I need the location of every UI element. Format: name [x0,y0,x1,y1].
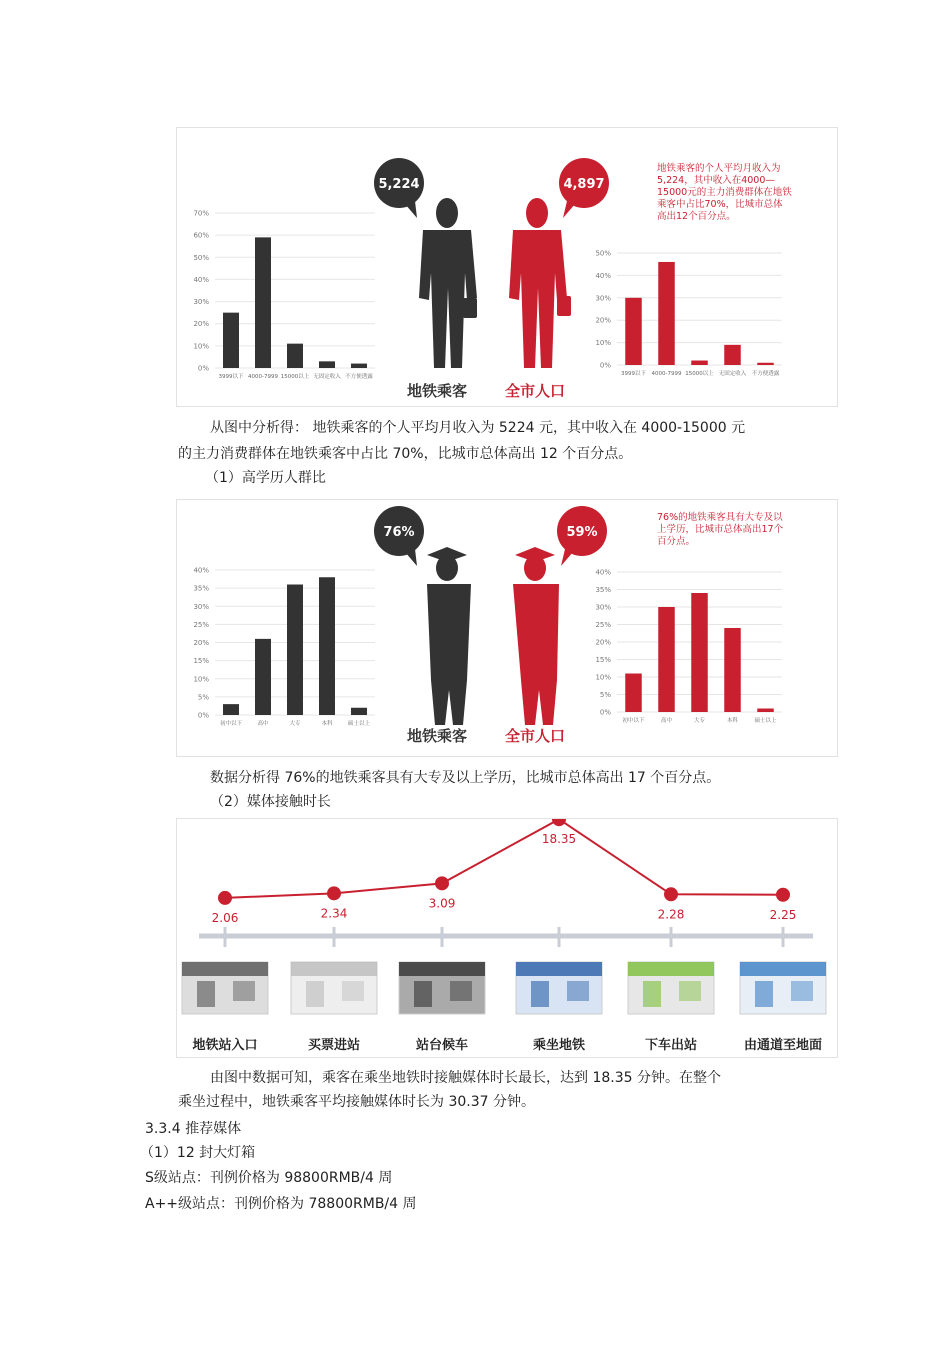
price-s-level: S级站点：刊例价格为 98800RMB/4 周 [145,1170,393,1186]
bar [691,361,708,365]
y-tick-label: 10% [595,339,611,348]
y-tick-label: 5% [599,691,611,699]
y-tick-label: 40% [193,566,209,575]
y-tick-label: 5% [197,693,209,702]
data-label: 18.35 [541,832,577,847]
x-tick-label: 15000以上 [685,371,714,377]
y-tick-label: 70% [193,209,209,218]
corridor-photo [740,962,826,1014]
paragraph-media-2: 乘坐过程中，地铁乘客平均接触媒体时长为 30.37 分钟。 [178,1094,535,1110]
bar [319,577,335,715]
bar [351,364,367,368]
x-tick-label: 初中以下 [622,718,645,724]
x-tick-label: 大专 [693,718,706,724]
businessman-silhouette-icon [509,198,571,368]
y-tick-label: 40% [595,568,611,577]
label-metro: 地铁乘客 [406,382,468,400]
media-time-svg [177,819,838,1058]
y-tick-label: 60% [193,231,209,240]
data-point [776,888,790,902]
list-item-media-time: （2）媒体接触时长 [210,794,331,810]
ticket-hall-photo [291,962,377,1014]
bar [658,607,675,712]
stage-label: 下车出站 [644,1038,698,1053]
stage-label: 乘坐地铁 [532,1038,586,1053]
x-tick-label: 高中 [257,721,269,727]
data-label: 3.09 [428,896,456,911]
stage-label: 地铁站入口 [192,1038,258,1053]
series-line [225,819,783,898]
y-tick-label: 10% [595,673,611,682]
paragraph-line: 从图中分析得： 地铁乘客的个人平均月收入为 5224 元，其中收入在 4000-15000 元 [210,420,746,436]
bar [351,708,367,715]
data-label: 2.06 [211,910,239,925]
x-tick-label: 本科 [726,718,739,724]
media-time-figure [176,818,838,1058]
x-tick-label: 15000以上 [280,374,310,380]
bar [757,363,774,365]
list-item-lightbox: （1）12 封大灯箱 [140,1145,256,1161]
escalator-photo [182,962,268,1014]
x-tick-label: 无固定收入 [718,371,747,377]
note-line: 5,224，其中收入在4000— [657,175,775,186]
data-point [664,887,678,901]
x-tick-label: 高中 [660,718,673,724]
y-tick-label: 30% [595,294,611,303]
x-tick-label: 本科 [321,721,333,727]
y-tick-label: 10% [193,675,209,684]
bubble-right [557,506,607,566]
education-metro-chart [193,567,375,728]
label-metro: 地铁乘客 [406,727,468,745]
paragraph-education: 数据分析得 76%的地铁乘客具有大专及以上学历，比城市总体高出 17 个百分点。 [210,770,721,786]
bubble-left [374,158,424,218]
paragraph-income [210,415,745,441]
income-figure-svg [177,128,838,407]
train-interior-photo [516,962,602,1014]
data-point [552,819,566,826]
y-tick-label: 30% [193,298,209,307]
x-tick-label: 硕士以上 [347,721,371,727]
income-note [657,162,792,222]
section-heading: 3.3.4 推荐媒体 [145,1121,242,1137]
note-line: 76%的地铁乘客具有大专及以 [657,512,783,523]
education-figure [176,499,838,757]
y-tick-label: 0% [197,364,209,373]
data-point [435,876,449,890]
y-tick-label: 40% [193,275,209,284]
stage-label: 买票进站 [307,1038,361,1053]
y-tick-label: 20% [193,639,209,647]
y-tick-label: 20% [193,320,209,329]
x-tick-label: 3999以下 [218,374,244,380]
note-line: 上学历，比城市总体高出17个 [657,524,784,535]
y-tick-label: 20% [595,316,611,325]
y-tick-label: 35% [193,584,209,593]
y-tick-label: 0% [599,361,611,370]
y-tick-label: 0% [197,711,209,720]
bar [223,313,239,368]
bar [319,361,335,368]
platform-photo [399,962,485,1014]
education-figure-svg [177,500,838,757]
stage-label: 站台候车 [415,1038,469,1053]
graduate-silhouette-icon [511,547,559,725]
graduate-silhouette-icon [423,547,471,725]
data-label: 2.28 [657,907,685,922]
income-figure [176,127,838,407]
bar [255,237,271,368]
y-tick-label: 20% [595,638,611,647]
x-tick-label: 不方便透露 [751,371,780,377]
paragraph-income-2 [178,441,632,467]
bubble-right [559,158,609,218]
bubble-left-text: 76% [383,525,415,540]
bar [287,585,303,716]
note-line: 高出12个百分点。 [657,211,736,222]
bar [287,344,303,368]
y-tick-label: 25% [595,621,611,629]
price-a-level: A++级站点：刊例价格为 78800RMB/4 周 [145,1196,417,1212]
y-tick-label: 15% [193,657,209,666]
bubble-left-text: 5,224 [378,177,420,192]
note-line: 15000元的主力消费群体在地铁 [657,187,792,198]
y-tick-label: 25% [193,620,209,629]
bar [625,674,642,713]
y-tick-label: 15% [595,656,611,664]
y-tick-label: 10% [193,342,209,351]
bar [255,639,271,715]
x-tick-label: 不方便透露 [345,374,373,380]
education-note [657,511,784,547]
paragraph-media: 由图中数据可知，乘客在乘坐地铁时接触媒体时长最长，达到 18.35 分钟。在整个 [210,1070,721,1086]
data-label: 2.34 [320,906,348,921]
exit-photo [628,962,714,1014]
x-tick-label: 硕士以上 [754,718,777,724]
bar [757,709,774,713]
bubble-left [374,506,424,566]
bar [658,262,675,365]
x-tick-label: 3999以下 [621,371,646,377]
data-point [218,891,232,905]
bar [724,345,741,365]
bar [691,593,708,712]
bar [724,628,741,712]
stage-label: 由通道至地面 [743,1038,823,1053]
y-tick-label: 50% [193,253,209,262]
x-tick-label: 4000-7999 [651,371,682,377]
y-tick-label: 30% [193,602,209,611]
y-tick-label: 0% [599,708,611,717]
note-line: 地铁乘客的个人平均月收入为 [657,163,781,174]
income-city-chart [595,250,782,378]
bubble-right-text: 59% [566,525,598,540]
note-line: 百分点。 [657,536,696,547]
label-city: 全市人口 [504,382,566,400]
y-tick-label: 50% [595,249,611,258]
bar [223,704,239,715]
note-line: 乘客中占比70%，比城市总体 [657,199,783,210]
businessman-silhouette-icon [419,198,477,368]
x-tick-label: 无固定收入 [313,374,341,380]
x-tick-label: 大专 [289,721,301,727]
data-point [327,886,341,900]
y-tick-label: 40% [595,271,611,280]
income-metro-chart [193,210,375,381]
label-city: 全市人口 [504,727,566,745]
data-label: 2.25 [769,907,797,922]
paragraph-line: 的主力消费群体在地铁乘客中占比 70%，比城市总体高出 12 个百分点。 [178,446,633,462]
bubble-right-text: 4,897 [563,177,605,192]
list-item-education: （1）高学历人群比 [205,470,326,486]
x-tick-label: 初中以下 [219,721,243,727]
education-city-chart [595,569,782,725]
bar [625,298,642,365]
y-tick-label: 35% [595,586,611,594]
x-tick-label: 4000-7999 [248,374,278,380]
y-tick-label: 30% [595,603,611,612]
